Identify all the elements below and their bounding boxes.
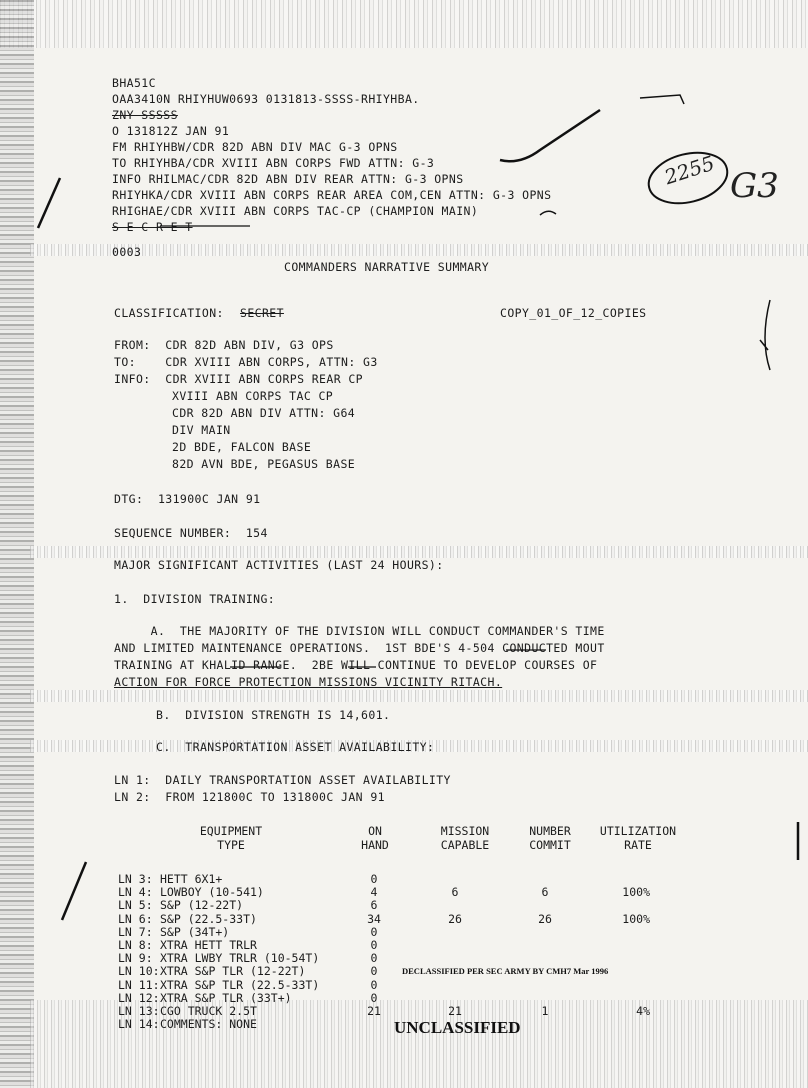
to-header: TO RHIYHBA/CDR XVIII ABN CORPS FWD ATTN: G-3 — [112, 156, 435, 170]
header-utilization-rate: UTILIZATION RATE — [599, 824, 677, 852]
row-on-hand: 0 — [370, 951, 378, 966]
row-line-number: LN 5: — [118, 898, 153, 913]
ln1-line: LN 1: DAILY TRANSPORTATION ASSET AVAILABILITY — [114, 773, 451, 787]
row-number-committed: 26 — [538, 911, 552, 926]
row-mission-capable: 6 — [451, 885, 459, 900]
row-line-number: LN 10: — [118, 964, 160, 979]
circle-annotation — [643, 145, 732, 211]
classification-label: CLASSIFICATION: — [114, 306, 224, 320]
row-line-number: LN 7: — [118, 924, 153, 939]
slash-mark — [62, 862, 86, 920]
row-line-number: LN 3: — [118, 872, 153, 886]
message-line: OAA3410N RHIYHUW0693 0131813-SSSS-RHIYHBA. — [112, 92, 420, 106]
routing-indicator: BHA51C — [112, 76, 156, 90]
para-b: B. DIVISION STRENGTH IS 14,601. — [156, 708, 391, 722]
body-dtg: DTG: 131900C JAN 91 — [114, 492, 261, 506]
row-line-number: LN 14: — [118, 1017, 160, 1032]
row-equipment-type: XTRA S&P TLR (33T+) — [160, 990, 292, 1005]
activities-heading: MAJOR SIGNIFICANT ACTIVITIES (LAST 24 HOURS): — [114, 558, 444, 572]
row-on-hand: 0 — [370, 977, 378, 992]
info-list-item: DIV MAIN — [172, 423, 231, 437]
row-equipment-type: COMMENTS: NONE — [160, 1017, 257, 1032]
row-equipment-type: XTRA LWBY TRLR (10-54T) — [160, 951, 320, 966]
circled-number-annotation: 2255 — [661, 150, 718, 190]
znr-line: ZNY SSSSS — [112, 108, 178, 122]
info-list-item: 2D BDE, FALCON BASE — [172, 440, 312, 454]
from-header: FM RHIYHBW/CDR 82D ABN DIV MAC G-3 OPNS — [112, 140, 398, 154]
bracket-mark — [640, 95, 684, 104]
row-line-number: LN 6: — [118, 911, 153, 926]
body-from: FROM: CDR 82D ABN DIV, G3 OPS — [114, 338, 334, 352]
row-equipment-type: S&P (12-22T) — [160, 898, 244, 913]
header-mission-capable: MISSION CAPABLE — [440, 824, 490, 852]
para-a-line: ACTION FOR FORCE PROTECTION MISSIONS VICINITY RITACH. — [114, 675, 503, 689]
row-on-hand: 0 — [370, 990, 378, 1005]
g3-annotation: G3 — [730, 166, 779, 206]
row-on-hand: 0 — [370, 938, 378, 952]
subject-line: COMMANDERS NARRATIVE SUMMARY — [284, 260, 490, 274]
row-line-number: LN 9: — [118, 951, 153, 966]
row-on-hand: 4 — [370, 885, 378, 900]
row-line-number: LN 8: — [118, 938, 153, 952]
para-a-line: AND LIMITED MAINTENANCE OPERATIONS. 1ST BDE'S 4-504 CONDUCTED MOUT — [114, 641, 605, 655]
info-list-item: 82D AVN BDE, PEGASUS BASE — [172, 457, 356, 471]
row-number-committed: 1 — [541, 1004, 549, 1018]
info-header-2: RHIYHKA/CDR XVIII ABN CORPS REAR AREA COM,CEN ATTN: G-3 OPNS — [112, 188, 552, 202]
info-list-item: XVIII ABN CORPS TAC CP — [172, 389, 334, 403]
row-equipment-type: CGO TRUCK 2.5T — [160, 1004, 257, 1018]
row-line-number: LN 11: — [118, 977, 160, 992]
dtg-header: O 131812Z JAN 91 — [112, 124, 230, 138]
row-on-hand: 0 — [370, 924, 378, 939]
info-header-1: INFO RHILMAC/CDR 82D ABN DIV REAR ATTN: G-3 OPNS — [112, 172, 464, 186]
row-line-number: LN 4: — [118, 885, 153, 900]
header-on-hand: ON HAND — [361, 824, 389, 852]
classification-value: SECRET — [240, 306, 284, 320]
row-mission-capable: 26 — [448, 911, 462, 926]
body-info: INFO: CDR XVIII ABN CORPS REAR CP — [114, 372, 364, 386]
para-c: C. TRANSPORTATION ASSET AVAILABILITY: — [156, 740, 435, 754]
ln2-line: LN 2: FROM 121800C TO 131800C JAN 91 — [114, 790, 385, 804]
row-on-hand: 0 — [370, 872, 378, 886]
classification-top: S E C R E T — [112, 220, 193, 234]
sequence-code: 0003 — [112, 245, 142, 259]
row-utilization-rate: 100% — [622, 885, 650, 900]
row-on-hand: 34 — [367, 911, 381, 926]
row-line-number: LN 13: — [118, 1004, 160, 1018]
declassified-stamp: DECLASSIFIED PER SEC ARMY BY CMH7 Mar 1996 — [402, 966, 609, 976]
header-number-committed: NUMBER COMMIT — [529, 824, 571, 852]
row-equipment-type: XTRA HETT TRLR — [160, 938, 257, 952]
para-a-line: A. THE MAJORITY OF THE DIVISION WILL CONDUCT COMMANDER'S TIME — [114, 624, 605, 638]
info-list-item: CDR 82D ABN DIV ATTN: G64 — [172, 406, 356, 420]
para-a-line: TRAINING AT KHALID RANGE. 2BE WILL CONTINUE TO DEVELOP COURSES OF — [114, 658, 598, 672]
item-division-training: 1. DIVISION TRAINING: — [114, 592, 276, 606]
row-mission-capable: 21 — [448, 1004, 462, 1018]
row-on-hand: 6 — [370, 898, 378, 913]
unclassified-stamp: UNCLASSIFIED — [394, 1018, 521, 1037]
slash-mark — [38, 178, 60, 228]
body-to: TO: CDR XVIII ABN CORPS, ATTN: G3 — [114, 355, 378, 369]
checkmark-annotation — [500, 110, 600, 161]
bracket-mark — [540, 211, 556, 215]
row-utilization-rate: 4% — [636, 1004, 650, 1018]
header-equipment-type: EQUIPMENT TYPE — [199, 824, 263, 852]
row-equipment-type: XTRA S&P TLR (12-22T) — [160, 964, 306, 979]
copy-number: COPY_01_OF_12_COPIES — [500, 306, 647, 320]
row-number-committed: 6 — [541, 885, 549, 900]
row-equipment-type: LOWBOY (10-541) — [160, 885, 264, 900]
row-equipment-type: XTRA S&P TLR (22.5-33T) — [160, 977, 320, 992]
row-equipment-type: HETT 6X1+ — [160, 872, 223, 886]
row-line-number: LN 12: — [118, 990, 160, 1005]
arrow-mark — [760, 300, 770, 370]
row-on-hand: 0 — [370, 964, 378, 979]
row-equipment-type: S&P (34T+) — [160, 924, 230, 939]
info-header-3: RHIGHAE/CDR XVIII ABN CORPS TAC-CP (CHAMPION MAIN) — [112, 204, 479, 218]
row-on-hand: 21 — [367, 1004, 381, 1018]
sequence-number: SEQUENCE NUMBER: 154 — [114, 526, 268, 540]
row-equipment-type: S&P (22.5-33T) — [160, 911, 257, 926]
row-utilization-rate: 100% — [622, 911, 650, 926]
